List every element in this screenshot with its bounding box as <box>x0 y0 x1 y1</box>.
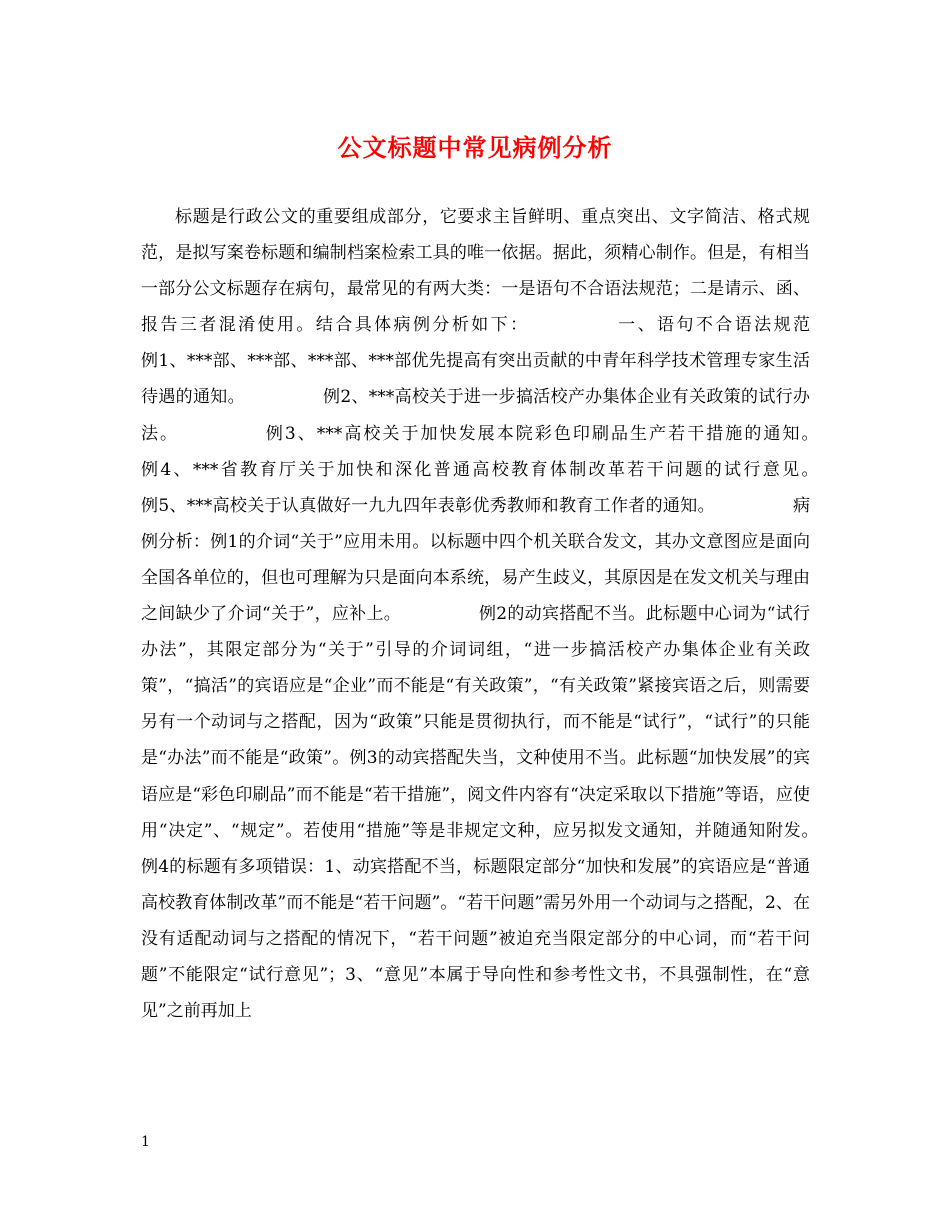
document-title: 公文标题中常见病例分析 <box>337 133 613 162</box>
page-number: 1 <box>141 1134 150 1150</box>
body-paragraph: 标题是行政公文的重要组成部分，它要求主旨鲜明、重点突出、文字简洁、格式规范，是拟写案卷标题和编制档案检索工具的唯一依据。据此，须精心制作。但是，有相当一部分公文标题存在病句，最常见的有两大类：一是语句不合语法规范；二是请示、函、报告三者混淆使用。结合具体病例分析如下： 一、语句不合语法规范 例1、***部、***部、***部、***部优先提高有突出贡献的中青年科学技术管理专家生活待遇的通知。 例2、***高校关于进一步搞活校产办集体企业有关政策的试行办法。 例3、***高校关于加快发展本院彩色印刷品生产若干措施的通知。 例4、***省教育厅关于加快和深化普通高校教育体制改革若干问题的试行意见。 例5、***高校关于认真做好一九九四年表彰优秀教师和教育工作者的通知。 病例分析：例1的介词“关于”应用未用。以标题中四个机关联合发文，其办文意图应是面向全国各单位的，但也可理解为只是面向本系统，易产生歧义，其原因是在发文机关与理由之间缺少了介词“关于”，应补上。 例2的动宾搭配不当。此标题中心词为“试行办法”，其限定部分为“关于”引导的介词词组，“进一步搞活校产办集体企业有关政策”，“搞活”的宾语应是“企业”而不能是“有关政策”，“有关政策”紧接宾语之后，则需要另有一个动词与之搭配，因为“政策”只能是贯彻执行，而不能是“试行”，“试行”的只能是“办法”而不能是“政策”。例3的动宾搭配失当，文种使用不当。此标题“加快发展”的宾语应是“彩色印刷品”而不能是“若干措施”，阅文件内容有“决定采取以下措施”等语，应使用“决定”、“规定”。若使用“措施”等是非规定文种，应另拟发文通知，并随通知附发。 例4的标题有多项错误：1、动宾搭配不当，标题限定部分“加快和发展”的宾语应是“普通高校教育体制改革”而不能是“若干问题”。“若干问题”需另外用一个动词与之搭配，2、在没有适配动词与之搭配的情况下，“若干问题”被迫充当限定部分的中心词，而“若干问题”不能限定“试行意见”；3、“意见”本属于导向性和参考性文书，不具强制性，在“意见”之前再加上 <box>141 207 895 1022</box>
